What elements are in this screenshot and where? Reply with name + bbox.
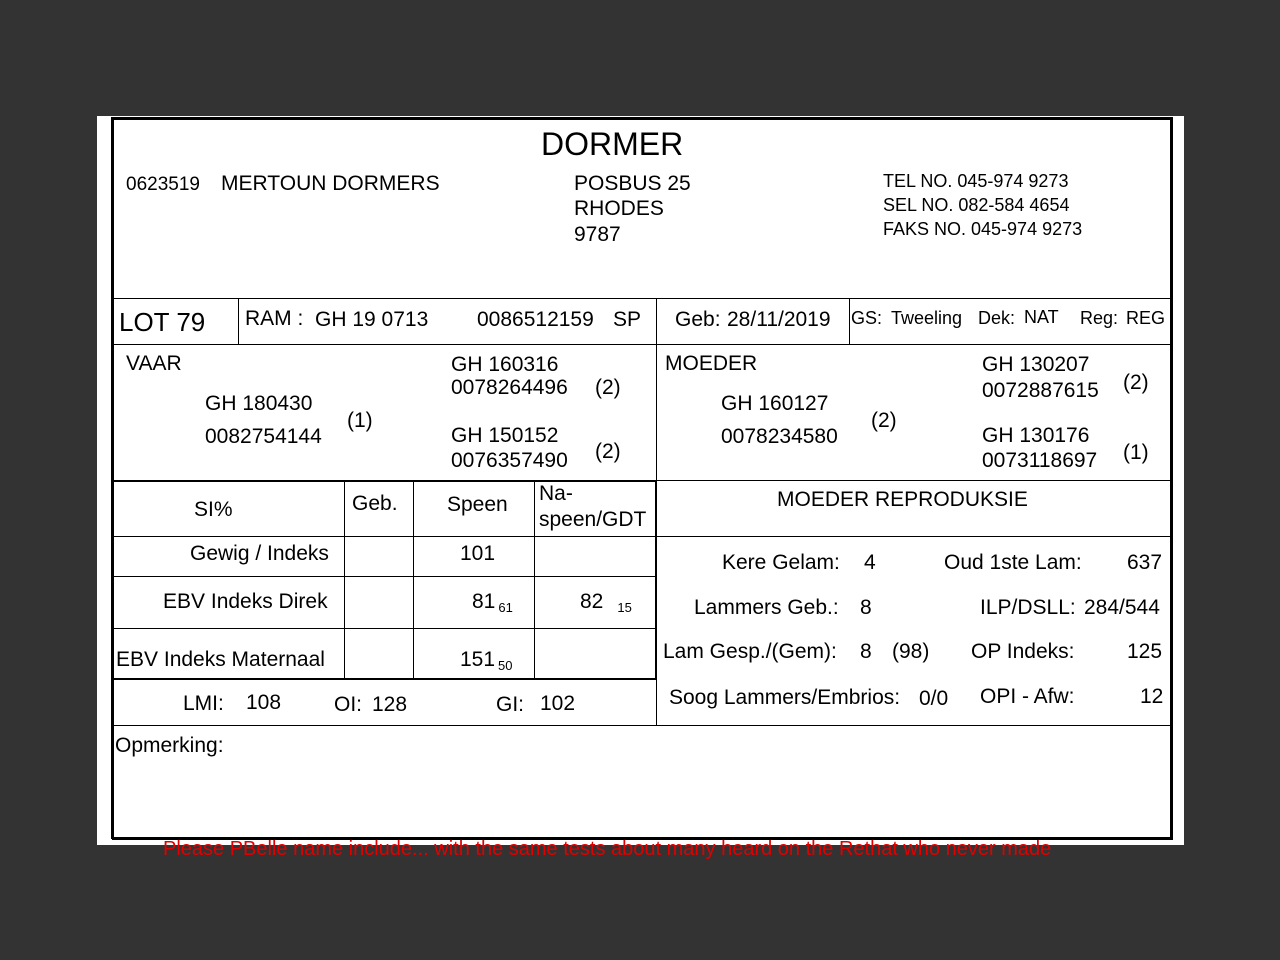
row-direct-speen-value: 81 (472, 590, 496, 613)
sire-sire-number: 0078264496 (451, 376, 568, 399)
naspeen-header-line-1: Na- (539, 482, 573, 505)
dam-number: 0078234580 (721, 425, 838, 448)
fax-number: FAKS NO. 045-974 9273 (883, 219, 1083, 239)
naspeen-header-line-2: speen/GDT (539, 508, 647, 531)
sire-sire-id: GH 160316 (451, 353, 559, 376)
rule-perf-col1 (344, 482, 345, 678)
op-value: 125 (1127, 640, 1163, 663)
rule-pedigree-bottom-right (657, 480, 1171, 481)
sire-label: VAAR (126, 352, 182, 375)
sire-count: (1) (347, 409, 373, 432)
ilp-value: 284/544 (1084, 596, 1160, 619)
rule-lot-top (112, 298, 1171, 299)
gs-value: Tweeling (891, 308, 963, 328)
speen-header: Speen (447, 493, 508, 516)
frame-left (111, 117, 114, 839)
dam-sire-id: GH 130207 (982, 353, 1090, 376)
ram-reg-number: 0086512159 (477, 308, 594, 331)
rule-perf-row1 (112, 576, 657, 577)
rule-perf-row2 (112, 628, 657, 629)
rule-lot-div2 (656, 298, 657, 344)
row-weight-speen: 101 (460, 542, 496, 565)
ilp-label: ILP/DSLL: (980, 596, 1076, 619)
dam-dam-id: GH 130176 (982, 424, 1090, 447)
stud-name: MERTOUN DORMERS (221, 172, 440, 195)
rule-remarks-top (112, 725, 1171, 726)
sire-number: 0082754144 (205, 425, 322, 448)
opi-label: OPI - Afw: (980, 685, 1075, 708)
lammers-value: 8 (860, 596, 872, 619)
row-maternal-speen-value: 151 (460, 648, 496, 671)
address-line-3: 9787 (574, 223, 621, 246)
row-direct-naspeen-value: 82 (580, 590, 604, 613)
dek-label: Dek: (978, 308, 1016, 328)
oi-value: 128 (372, 693, 408, 716)
sel-number: SEL NO. 082-584 4654 (883, 195, 1070, 215)
row-weight-label: Gewig / Indeks (190, 542, 329, 565)
row-maternal-label: EBV Indeks Maternaal (116, 648, 325, 671)
reg-value: REG (1126, 308, 1166, 328)
rule-lot-div1 (238, 298, 239, 344)
dam-sire-number: 0072887615 (982, 379, 1099, 402)
birth-label: Geb: (675, 308, 721, 331)
dam-label: MOEDER (665, 352, 758, 375)
birth-date: 28/11/2019 (727, 308, 831, 331)
row-direct-speen-sub: 61 (498, 600, 513, 615)
dek-value: NAT (1024, 307, 1059, 327)
oud-label: Oud 1ste Lam: (944, 551, 1082, 574)
kere-label: Kere Gelam: (722, 551, 840, 574)
breed-title: DORMER (541, 126, 684, 162)
member-number: 0623519 (126, 174, 200, 195)
address-line-1: POSBUS 25 (574, 172, 691, 195)
rule-repro-head (657, 536, 1171, 537)
oi-label: OI: (334, 693, 363, 716)
ram-label: RAM : (245, 307, 304, 330)
sire-dam-count: (2) (595, 440, 621, 463)
dam-count: (2) (871, 409, 897, 432)
oud-value: 637 (1127, 551, 1163, 574)
op-label: OP Indeks: (971, 640, 1075, 663)
lot-card (97, 116, 1184, 860)
row-maternal-speen (460, 649, 513, 672)
tel-number: TEL NO. 045-974 9273 (883, 171, 1069, 191)
rule-perf-col2 (413, 482, 414, 678)
ram-class: SP (613, 308, 642, 331)
row-direct-label: EBV Indeks Direk (163, 590, 328, 613)
remarks-red-text: Please PBelle name include... with the same tests about many heard on the Rethat who never made (163, 838, 1052, 860)
lot-number: LOT 79 (119, 307, 206, 337)
gi-label: GI: (496, 693, 525, 716)
repro-title: MOEDER REPRODUKSIE (777, 488, 1028, 511)
opi-value: 12 (1140, 685, 1164, 708)
rule-perf-bottom (112, 678, 657, 680)
kere-value: 4 (864, 551, 876, 574)
geb-header: Geb. (352, 492, 398, 515)
frame-top (112, 117, 1173, 120)
rule-lot-bottom (112, 344, 1171, 345)
rule-perf-col3 (534, 482, 535, 678)
row-direct-naspeen (580, 591, 632, 614)
row-maternal-speen-sub: 50 (498, 658, 513, 673)
lmi-value: 108 (246, 691, 282, 714)
sire-dam-number: 0076357490 (451, 449, 568, 472)
soog-label: Soog Lammers/Embrios: (669, 686, 901, 709)
row-direct-speen (472, 591, 513, 614)
lmi-label: LMI: (183, 692, 224, 715)
sire-id: GH 180430 (205, 392, 313, 415)
dam-dam-count: (1) (1123, 441, 1149, 464)
si-header: SI% (194, 498, 233, 521)
ram-id: GH 19 0713 (315, 308, 429, 331)
dam-dam-number: 0073118697 (982, 449, 1098, 472)
gesp-value: 8 (860, 640, 872, 663)
dam-sire-count: (2) (1123, 371, 1149, 394)
sire-sire-count: (2) (595, 376, 621, 399)
gi-value: 102 (540, 692, 576, 715)
rule-perf-head (112, 536, 657, 537)
address-line-2: RHODES (574, 197, 664, 220)
remarks-label: Opmerking: (115, 734, 224, 757)
rule-perf-right (655, 480, 657, 680)
gem-value: (98) (892, 640, 930, 663)
reg-label: Reg: (1080, 308, 1119, 328)
rule-lot-div3 (849, 298, 850, 344)
gesp-label: Lam Gesp./(Gem): (663, 640, 837, 663)
lammers-label: Lammers Geb.: (694, 596, 839, 619)
dam-id: GH 160127 (721, 392, 829, 415)
rule-pedigree-bottom (112, 480, 657, 482)
frame-right (1170, 117, 1173, 839)
soog-value: 0/0 (919, 687, 949, 710)
gs-label: GS: (851, 308, 883, 328)
row-direct-naspeen-sub: 15 (617, 600, 632, 615)
sire-dam-id: GH 150152 (451, 424, 559, 447)
